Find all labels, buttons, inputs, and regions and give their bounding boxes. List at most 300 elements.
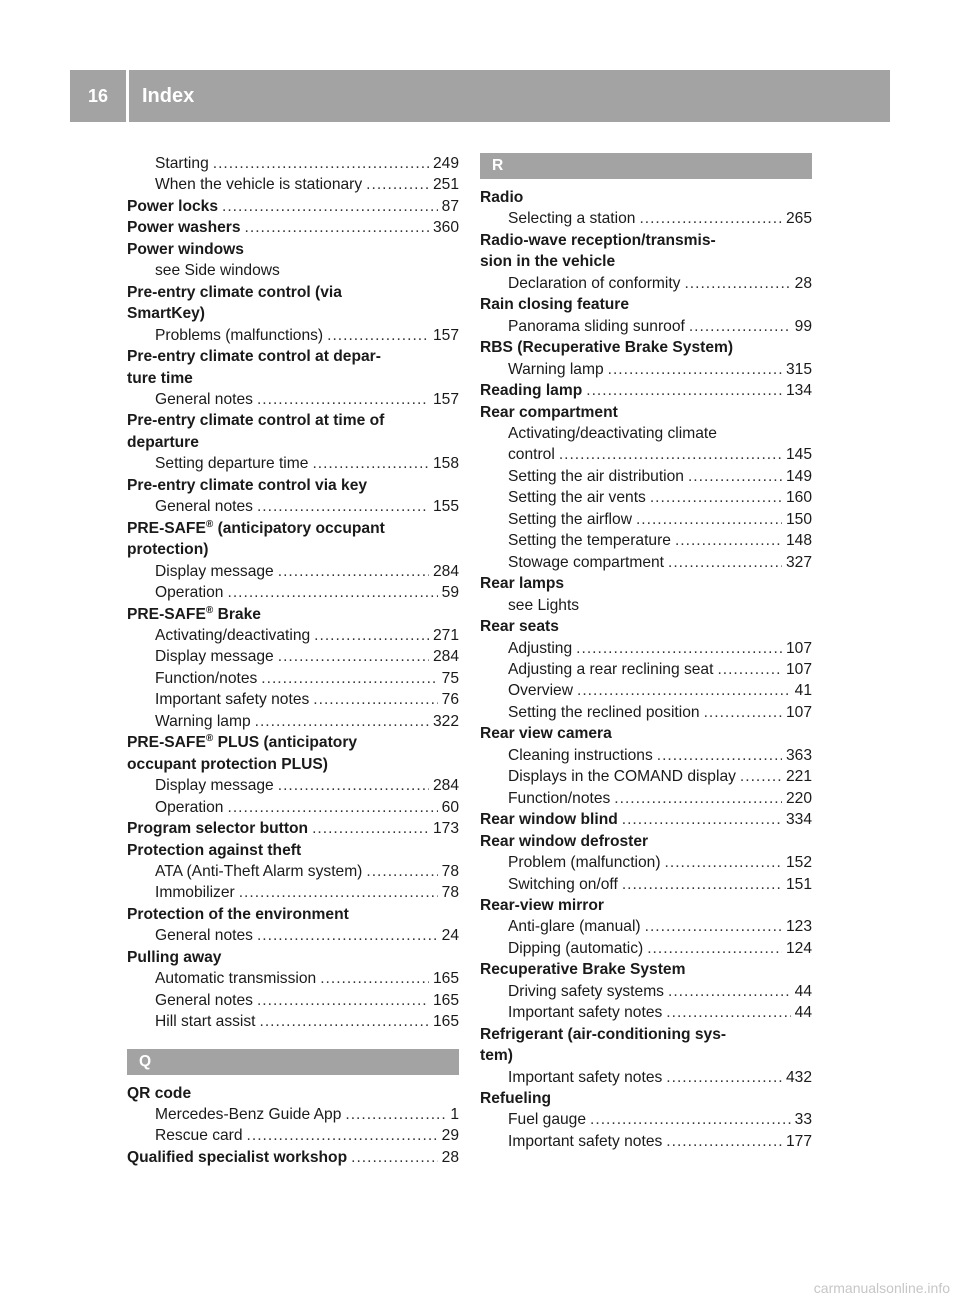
- entry-text: [508, 552, 664, 573]
- entry-text: [480, 809, 618, 830]
- entry-label: Setting the airflow: [508, 510, 632, 528]
- entry-text: [155, 1104, 341, 1125]
- dot-leader: [590, 1109, 791, 1130]
- entry-label: Power windows: [127, 240, 244, 258]
- entry-label: Immobilizer: [155, 884, 235, 902]
- page-ref: 87: [441, 197, 459, 215]
- page-ref: 28: [441, 1148, 459, 1166]
- page-ref: 432: [785, 1068, 812, 1086]
- entry-text: [155, 668, 257, 689]
- entry-label: Rescue card: [155, 1127, 243, 1145]
- registered-mark: ®: [205, 604, 214, 616]
- entry-text: [155, 153, 209, 174]
- entry-label: ture time: [127, 369, 193, 387]
- entry-text: [480, 230, 716, 251]
- index-subentry: [127, 711, 459, 732]
- dot-leader: [314, 625, 429, 646]
- entry-label: Setting the temperature: [508, 532, 671, 550]
- entry-text: [155, 689, 309, 710]
- index-subentry: [480, 938, 812, 959]
- dot-leader: [320, 968, 429, 989]
- page-ref: 29: [441, 1127, 459, 1145]
- dot-leader: [261, 668, 437, 689]
- index-subentry: [127, 882, 459, 903]
- entry-label: Recuperative Brake System: [480, 961, 686, 979]
- entry-text: [127, 840, 301, 861]
- index-entry: [127, 754, 459, 775]
- entry-label: Pre-entry climate control via key: [127, 476, 368, 494]
- index-subentry: [127, 260, 459, 281]
- entry-label: PRE-SAFE: [127, 734, 206, 752]
- entry-text: [127, 303, 205, 324]
- index-subentry: [127, 453, 459, 474]
- page-ref: 155: [432, 498, 459, 516]
- index-subentry: [127, 990, 459, 1011]
- entry-label: Important safety notes: [508, 1004, 663, 1022]
- index-subentry: [480, 273, 812, 294]
- entry-text: [127, 346, 381, 367]
- index-entry: [127, 217, 459, 238]
- entry-text: [508, 273, 680, 294]
- page-ref: 334: [785, 811, 812, 829]
- entry-label: Activating/deactivating: [155, 626, 311, 644]
- page-header: [70, 70, 890, 122]
- page-ref: 221: [785, 768, 812, 786]
- page-ref: 59: [441, 584, 459, 602]
- index-subentry: [127, 861, 459, 882]
- entry-label-cont: PLUS (anticipatory: [213, 734, 358, 752]
- page-ref: 24: [441, 927, 459, 945]
- page-ref: 165: [432, 1013, 459, 1031]
- index-subentry: [480, 659, 812, 680]
- entry-label: Function/notes: [155, 669, 258, 687]
- registered-mark: ®: [205, 733, 214, 745]
- page-ref: 271: [432, 626, 459, 644]
- entry-text: [127, 475, 367, 496]
- entry-label: Driving safety systems: [508, 982, 664, 1000]
- page-ref: 157: [432, 326, 459, 344]
- entry-text: [127, 239, 244, 260]
- index-entry: [127, 1147, 459, 1168]
- page-ref: 360: [432, 219, 459, 237]
- entry-text: [127, 1083, 191, 1104]
- entry-text: [155, 646, 274, 667]
- dot-leader: [257, 496, 429, 517]
- entry-label: Important safety notes: [155, 691, 310, 709]
- page-ref: 134: [785, 382, 812, 400]
- entry-label: Cleaning instructions: [508, 746, 653, 764]
- header-divider: [126, 70, 129, 122]
- entry-label: Pre-entry climate control at depar-: [127, 348, 381, 366]
- index-entry: [480, 1024, 812, 1045]
- dot-leader: [666, 1067, 782, 1088]
- index-entry: [480, 723, 812, 744]
- dot-leader: [239, 882, 438, 903]
- entry-text: [155, 582, 223, 603]
- entry-text: [508, 766, 736, 787]
- index-subentry: [480, 359, 812, 380]
- entry-text: [508, 852, 661, 873]
- entry-label: Pre-entry climate control at time of: [127, 412, 385, 430]
- entry-text: [155, 260, 280, 281]
- index-column-right: [480, 153, 812, 1152]
- entry-label: see Lights: [508, 596, 580, 614]
- entry-text: [480, 380, 582, 401]
- dot-leader: [647, 938, 782, 959]
- index-subentry: [480, 487, 812, 508]
- index-entry: [127, 947, 459, 968]
- entry-label: When the vehicle is stationary: [155, 176, 363, 194]
- entry-text: [127, 1147, 347, 1168]
- entry-label: Problems (malfunctions): [155, 326, 324, 344]
- entry-label: General notes: [155, 498, 253, 516]
- entry-text: [127, 818, 308, 839]
- index-subentry: [127, 1011, 459, 1032]
- entry-text: [155, 968, 316, 989]
- entry-label: Warning lamp: [155, 712, 251, 730]
- entry-text: [155, 561, 274, 582]
- index-entry: [480, 895, 812, 916]
- dot-leader: [586, 380, 782, 401]
- entry-text: [155, 882, 235, 903]
- index-entry: [127, 539, 459, 560]
- entry-text: [480, 294, 629, 315]
- entry-label: Activating/deactivating climate: [508, 424, 717, 442]
- entry-label: Display message: [155, 648, 274, 666]
- entry-text: [508, 1131, 662, 1152]
- entry-label: QR code: [127, 1084, 192, 1102]
- entry-text: [480, 402, 618, 423]
- index-entry: [480, 294, 812, 315]
- entry-text: [508, 208, 635, 229]
- entry-label: Anti-glare (manual): [508, 918, 641, 936]
- dot-leader: [313, 689, 437, 710]
- index-subentry: [127, 968, 459, 989]
- dot-leader: [668, 981, 791, 1002]
- page-ref: 165: [432, 970, 459, 988]
- dot-leader: [366, 174, 429, 195]
- entry-text: [127, 604, 261, 625]
- entry-text: [508, 595, 579, 616]
- dot-leader: [351, 1147, 438, 1168]
- entry-label: Rear window blind: [480, 811, 618, 829]
- page-ref: 160: [785, 489, 812, 507]
- entry-text: [155, 775, 274, 796]
- entry-label: Setting the reclined position: [508, 703, 700, 721]
- index-subentry: [480, 702, 812, 723]
- entry-label: Displays in the COMAND display: [508, 768, 736, 786]
- index-entry: [127, 196, 459, 217]
- dot-leader: [257, 925, 438, 946]
- entry-label: Rear-view mirror: [480, 896, 604, 914]
- entry-label: Panorama sliding sunroof: [508, 317, 685, 335]
- entry-label: Qualified specialist workshop: [127, 1148, 348, 1166]
- index-entry: [480, 337, 812, 358]
- index-entry: [127, 239, 459, 260]
- index-entry: [480, 402, 812, 423]
- page-ref: 44: [794, 1004, 812, 1022]
- entry-label: Declaration of conformity: [508, 274, 681, 292]
- entry-text: [127, 754, 328, 775]
- entry-text: [508, 981, 664, 1002]
- index-subentry: [127, 561, 459, 582]
- entry-label: ATA (Anti-Theft Alarm system): [155, 862, 363, 880]
- dot-leader: [213, 153, 429, 174]
- dot-leader: [257, 990, 429, 1011]
- entry-text: [508, 680, 573, 701]
- page-ref: 44: [794, 982, 812, 1000]
- dot-leader: [227, 797, 437, 818]
- index-entry: [480, 809, 812, 830]
- page-ref: 327: [785, 553, 812, 571]
- dot-leader: [684, 273, 790, 294]
- index-entry: [127, 518, 459, 539]
- entry-label: Operation: [155, 798, 224, 816]
- index-entry: [480, 187, 812, 208]
- entry-text: [127, 539, 208, 560]
- entry-label: Problem (malfunction): [508, 854, 661, 872]
- entry-text: [127, 904, 349, 925]
- dot-leader: [345, 1104, 446, 1125]
- entry-label: Protection of the environment: [127, 905, 349, 923]
- index-subentry: [127, 325, 459, 346]
- entry-text: [508, 444, 555, 465]
- entry-label: Fuel gauge: [508, 1111, 587, 1129]
- page-ref: 75: [441, 669, 459, 687]
- entry-label: Rear seats: [480, 618, 559, 636]
- page-ref: 150: [785, 510, 812, 528]
- page-number: 16: [87, 85, 109, 106]
- entry-label: Overview: [508, 682, 573, 700]
- entry-label: Rear lamps: [480, 575, 565, 593]
- entry-label: tem): [480, 1047, 513, 1065]
- index-subentry: [127, 582, 459, 603]
- page-ref: 322: [432, 712, 459, 730]
- index-entry: [127, 346, 459, 367]
- page-ref: 107: [785, 660, 812, 678]
- dot-leader: [576, 638, 782, 659]
- entry-label-cont: Brake: [213, 605, 261, 623]
- entry-label: Reading lamp: [480, 382, 583, 400]
- entry-label: Stowage compartment: [508, 553, 665, 571]
- entry-text: [508, 509, 632, 530]
- page-ref: 152: [785, 854, 812, 872]
- entry-label: General notes: [155, 927, 253, 945]
- page-ref: 284: [432, 562, 459, 580]
- page-ref: 28: [794, 274, 812, 292]
- entry-text: [127, 947, 221, 968]
- watermark: carmanualsonline.info: [813, 1280, 950, 1296]
- index-subentry: [480, 638, 812, 659]
- index-subentry: [127, 1125, 459, 1146]
- index-entry: [480, 380, 812, 401]
- page-ref: 173: [432, 820, 459, 838]
- page-ref: 145: [785, 446, 812, 464]
- entry-text: [155, 453, 308, 474]
- entry-label: Selecting a station: [508, 210, 636, 228]
- dot-leader: [257, 389, 429, 410]
- dot-leader: [740, 766, 782, 787]
- entry-label: Setting the air distribution: [508, 467, 684, 485]
- entry-text: [480, 616, 559, 637]
- page-ref: 177: [785, 1132, 812, 1150]
- dot-leader: [577, 680, 791, 701]
- page-ref: 123: [785, 918, 812, 936]
- index-entry: [127, 410, 459, 431]
- dot-leader: [278, 775, 429, 796]
- entry-label: Pulling away: [127, 948, 222, 966]
- entry-label-cont: (anticipatory occupant: [213, 519, 385, 537]
- entry-text: [508, 938, 643, 959]
- index-subentry: [127, 775, 459, 796]
- entry-text: [155, 496, 253, 517]
- entry-label: Mercedes-Benz Guide App: [155, 1106, 342, 1124]
- page-ref: 60: [441, 798, 459, 816]
- page-ref: 249: [432, 155, 459, 172]
- dot-leader: [639, 208, 782, 229]
- dot-leader: [366, 861, 437, 882]
- entry-text: [508, 423, 717, 444]
- page-ref: 124: [785, 939, 812, 957]
- index-subentry: [480, 874, 812, 895]
- entry-text: [480, 959, 685, 980]
- dot-leader: [608, 359, 782, 380]
- entry-label: Important safety notes: [508, 1068, 663, 1086]
- index-subentry: [127, 925, 459, 946]
- entry-text: [508, 874, 618, 895]
- index-entry: [480, 1088, 812, 1109]
- entry-label: General notes: [155, 991, 253, 1009]
- entry-label: Display message: [155, 777, 274, 795]
- page-ref: 1: [450, 1106, 459, 1124]
- page-ref: 33: [794, 1111, 812, 1129]
- page-ref: 158: [432, 455, 459, 473]
- index-subentry: [480, 530, 812, 551]
- entry-text: [155, 174, 362, 195]
- entry-label: SmartKey): [127, 305, 205, 323]
- entry-text: [508, 1002, 662, 1023]
- entry-label: Power washers: [127, 219, 241, 237]
- section-gap: [127, 1033, 459, 1049]
- index-subentry: [127, 668, 459, 689]
- entry-text: [508, 530, 671, 551]
- page-ref: 76: [441, 691, 459, 709]
- entry-text: [508, 745, 653, 766]
- page-ref: 41: [794, 682, 812, 700]
- entry-text: [508, 702, 700, 723]
- page-ref: 284: [432, 648, 459, 666]
- index-subentry: [480, 916, 812, 937]
- entry-label: Adjusting: [508, 639, 573, 657]
- entry-text: [155, 711, 251, 732]
- entry-text: [480, 573, 564, 594]
- entry-label: Refueling: [480, 1090, 552, 1108]
- page-ref: 151: [785, 875, 812, 893]
- dot-leader: [666, 1131, 782, 1152]
- section-letter: R: [480, 153, 812, 179]
- entry-label: Rear compartment: [480, 403, 618, 421]
- index-subentry: [480, 1002, 812, 1023]
- index-entry: [127, 475, 459, 496]
- index-entry: [127, 732, 459, 753]
- entry-label: Warning lamp: [508, 360, 604, 378]
- entry-text: [155, 990, 253, 1011]
- page-ref: 165: [432, 991, 459, 1009]
- entry-text: [155, 797, 223, 818]
- entry-label: Dipping (automatic): [508, 939, 644, 957]
- index-subentry: [480, 1109, 812, 1130]
- entry-label: Setting departure time: [155, 455, 309, 473]
- entry-label: Starting: [155, 155, 209, 172]
- index-entry: [480, 959, 812, 980]
- entry-label: departure: [127, 433, 199, 451]
- page-ref: 78: [441, 862, 459, 880]
- entry-label: Display message: [155, 562, 274, 580]
- entry-label: Rear window defroster: [480, 832, 649, 850]
- dot-leader: [622, 874, 782, 895]
- entry-label: Switching on/off: [508, 875, 618, 893]
- entry-text: [508, 788, 610, 809]
- index-subentry: [480, 444, 812, 465]
- index-subentry: [127, 389, 459, 410]
- index-entry: [127, 840, 459, 861]
- dot-leader: [668, 552, 782, 573]
- entry-text: [127, 518, 385, 539]
- index-entry: [127, 818, 459, 839]
- entry-label: Radio-wave reception/transmis-: [480, 231, 716, 249]
- entry-label: PRE-SAFE: [127, 519, 206, 537]
- page-ref: 251: [432, 176, 459, 194]
- dot-leader: [559, 444, 782, 465]
- index-subentry: [480, 981, 812, 1002]
- page-ref: 265: [785, 210, 812, 228]
- entry-label: Automatic transmission: [155, 970, 317, 988]
- dot-leader: [312, 453, 429, 474]
- entry-text: [480, 723, 612, 744]
- index-subentry: [127, 797, 459, 818]
- entry-label: RBS (Recuperative Brake System): [480, 339, 734, 357]
- entry-text: [508, 1109, 586, 1130]
- index-subentry: [127, 496, 459, 517]
- page-ref: 363: [785, 746, 812, 764]
- index-subentry: [127, 174, 459, 195]
- entry-label: Rear view camera: [480, 725, 612, 743]
- entry-text: [508, 916, 641, 937]
- entry-text: [127, 732, 357, 753]
- index-entry: [480, 230, 812, 251]
- entry-text: [155, 861, 362, 882]
- entry-text: [508, 316, 685, 337]
- entry-label: Protection against theft: [127, 841, 302, 859]
- entry-label: Function/notes: [508, 789, 611, 807]
- page-ref: 99: [794, 317, 812, 335]
- index-subentry: [127, 689, 459, 710]
- index-subentry: [480, 788, 812, 809]
- dot-leader: [689, 316, 791, 337]
- entry-text: [480, 1024, 726, 1045]
- index-subentry: [480, 316, 812, 337]
- index-subentry: [480, 509, 812, 530]
- dot-leader: [657, 745, 782, 766]
- dot-leader: [717, 659, 782, 680]
- index-subentry: [480, 1131, 812, 1152]
- dot-leader: [704, 702, 782, 723]
- entry-text: [508, 359, 604, 380]
- dot-leader: [645, 916, 782, 937]
- dot-leader: [675, 530, 782, 551]
- entry-text: [508, 487, 646, 508]
- entry-label: Rain closing feature: [480, 296, 630, 314]
